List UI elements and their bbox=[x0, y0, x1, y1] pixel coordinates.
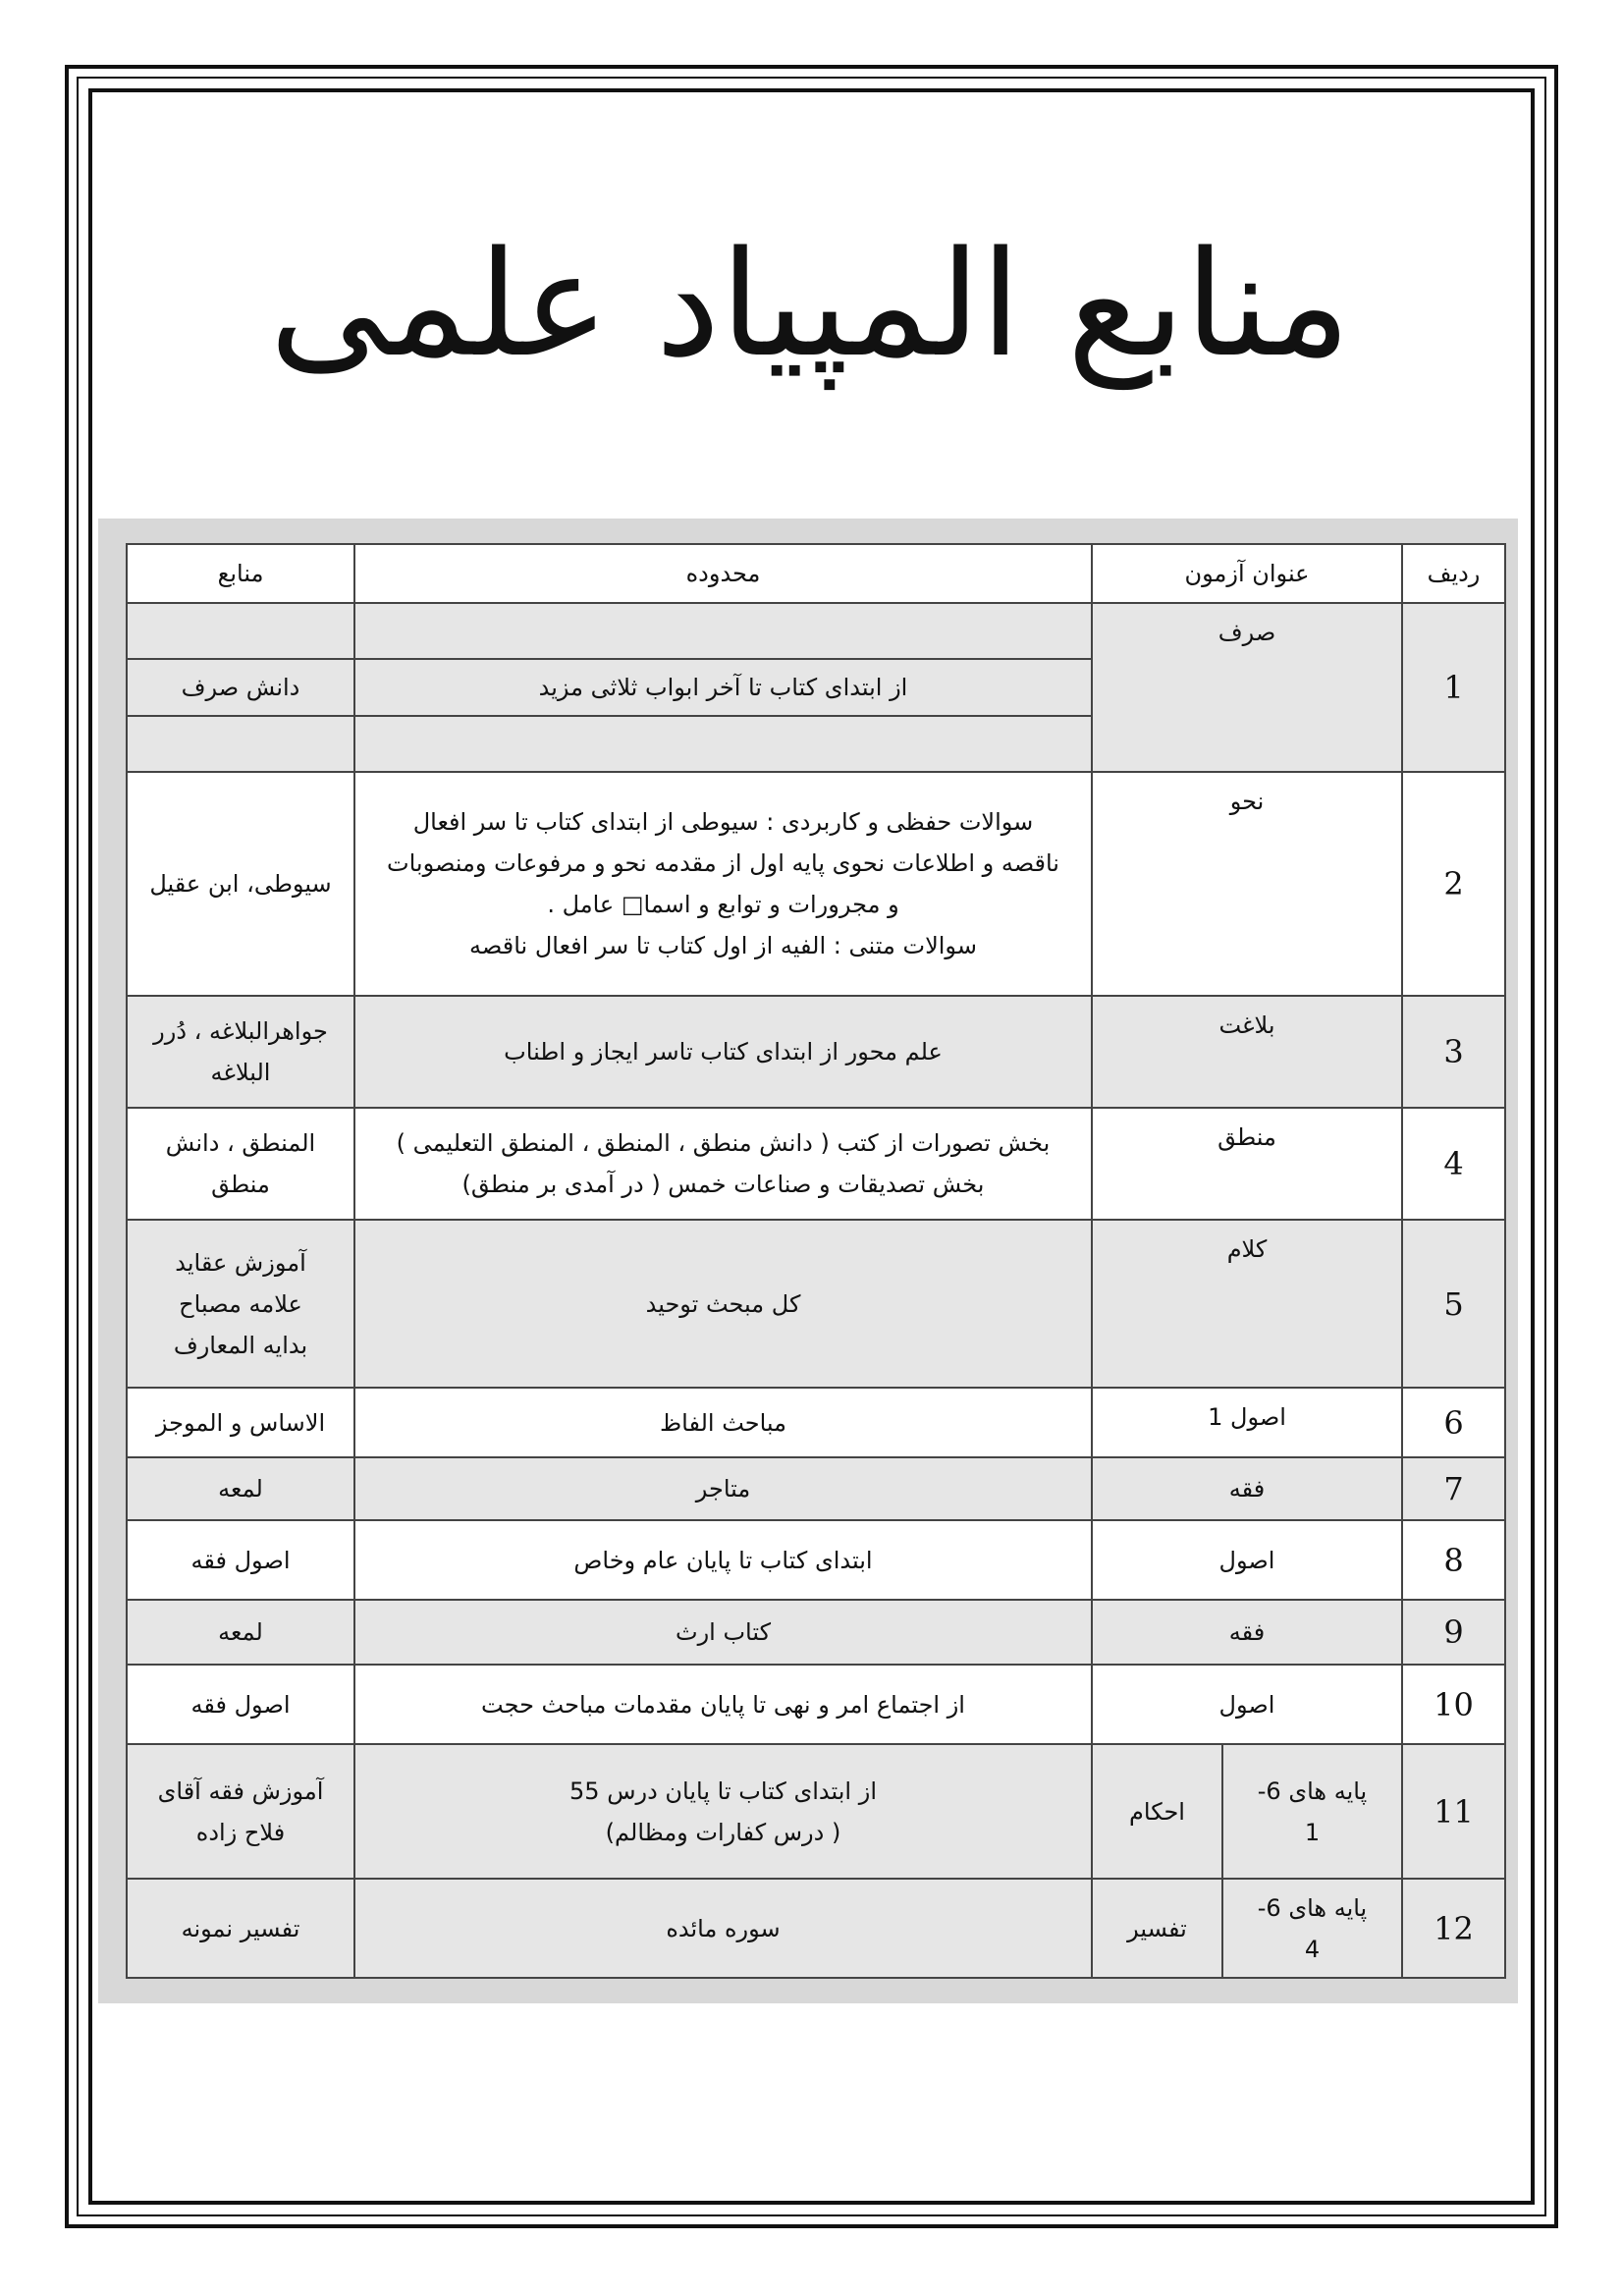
row-number: 7 bbox=[1402, 1457, 1505, 1520]
grade-line: 4 bbox=[1304, 1935, 1321, 1963]
scope-line: و مجرورات و توابع و اسما□ عامل . bbox=[547, 891, 899, 918]
table-row bbox=[127, 1520, 1505, 1600]
row-sources bbox=[127, 996, 354, 1108]
row-number: 2 bbox=[1402, 772, 1505, 996]
table-row bbox=[127, 1457, 1505, 1520]
row-scope: سوره مائده bbox=[354, 1879, 1092, 1978]
row-subject: فقه bbox=[1092, 1457, 1402, 1520]
row-sources: لمعه bbox=[127, 1457, 354, 1520]
olympiad-sources-table bbox=[126, 543, 1506, 1979]
sources-line: علامه مصباح bbox=[179, 1289, 302, 1318]
empty-cell bbox=[354, 603, 1092, 659]
empty-cell bbox=[127, 716, 354, 772]
row-subject: احکام bbox=[1092, 1744, 1222, 1879]
row-number: 11 bbox=[1402, 1744, 1505, 1879]
table-row bbox=[127, 1744, 1505, 1879]
row-number: 3 bbox=[1402, 996, 1505, 1108]
row-sources: لمعه bbox=[127, 1600, 354, 1665]
row-scope: مباحث الفاظ bbox=[354, 1388, 1092, 1457]
row-subject: بلاغت bbox=[1092, 996, 1402, 1108]
row-number: 8 bbox=[1402, 1520, 1505, 1600]
scope-line: بخش تصورات از کتب ( دانش منطق ، المنطق ، المنطق التعلیمی ) bbox=[396, 1129, 1051, 1157]
header-sources: منابع bbox=[127, 544, 354, 603]
row-scope bbox=[354, 1108, 1092, 1220]
row-sources: دانش صرف bbox=[127, 659, 354, 716]
sources-line: المنطق ، دانش bbox=[165, 1129, 316, 1157]
scope-line: سوالات متنی : الفیه از اول کتاب تا سر افعال ناقصه bbox=[469, 932, 977, 959]
row-subject: اصول 1 bbox=[1092, 1388, 1402, 1457]
row-sources: الاساس و الموجز bbox=[127, 1388, 354, 1457]
row-sources: سیوطی، ابن عقیل bbox=[127, 772, 354, 996]
scope-line: از ابتدای کتاب تا پایان درس 55 bbox=[569, 1777, 877, 1805]
row-scope: متاجر bbox=[354, 1457, 1092, 1520]
table-row bbox=[127, 772, 1505, 996]
row-number: 6 bbox=[1402, 1388, 1505, 1457]
row-scope: ابتدای کتاب تا پایان عام وخاص bbox=[354, 1520, 1092, 1600]
table-header-row bbox=[127, 544, 1505, 603]
row-scope bbox=[354, 772, 1092, 996]
row-subject: تفسیر bbox=[1092, 1879, 1222, 1978]
row-subject: منطق bbox=[1092, 1108, 1402, 1220]
row-sources bbox=[127, 1108, 354, 1220]
row-scope: کل مبحث توحید bbox=[354, 1220, 1092, 1388]
table-row bbox=[127, 603, 1505, 659]
sources-line: فلاح زاده bbox=[195, 1818, 286, 1846]
row-subject: کلام bbox=[1092, 1220, 1402, 1388]
table-row bbox=[127, 1600, 1505, 1665]
table-row bbox=[127, 1108, 1505, 1220]
row-sources bbox=[127, 1744, 354, 1879]
row-number: 9 bbox=[1402, 1600, 1505, 1665]
row-subject: فقه bbox=[1092, 1600, 1402, 1665]
row-scope: کتاب ارث bbox=[354, 1600, 1092, 1665]
table-row bbox=[127, 996, 1505, 1108]
table-row bbox=[127, 1665, 1505, 1744]
scope-line: سوالات حفظی و کاربردی : سیوطی از ابتدای کتاب تا سر افعال bbox=[412, 808, 1034, 836]
row-sources: اصول فقه bbox=[127, 1665, 354, 1744]
table-row bbox=[127, 1388, 1505, 1457]
row-number: 4 bbox=[1402, 1108, 1505, 1220]
page-title: منابع المپیاد علمی bbox=[269, 220, 1351, 389]
sources-line: آموزش عقاید bbox=[175, 1248, 306, 1277]
header-scope: محدوده bbox=[354, 544, 1092, 603]
row-scope bbox=[354, 1744, 1092, 1879]
empty-cell bbox=[354, 716, 1092, 772]
row-number: 12 bbox=[1402, 1879, 1505, 1978]
row-number: 10 bbox=[1402, 1665, 1505, 1744]
row-sources: اصول فقه bbox=[127, 1520, 354, 1600]
scope-line: بخش تصدیقات و صناعات خمس ( در آمدی بر منطق) bbox=[461, 1171, 985, 1198]
row-subject: صرف bbox=[1092, 603, 1402, 772]
header-row-number: ردیف bbox=[1402, 544, 1505, 603]
row-scope: از اجتماع امر و نهی تا پایان مقدمات مباحث حجت bbox=[354, 1665, 1092, 1744]
table-container bbox=[126, 543, 1504, 1977]
scope-line: ( درس کفارات ومظالم) bbox=[605, 1818, 841, 1846]
row-number: 1 bbox=[1402, 603, 1505, 772]
row-subject: اصول bbox=[1092, 1520, 1402, 1600]
sources-line: بدایه المعارف bbox=[173, 1331, 308, 1359]
row-grade bbox=[1222, 1879, 1402, 1978]
row-scope: علم محور از ابتدای کتاب تاسر ایجاز و اطناب bbox=[354, 996, 1092, 1108]
grade-line: پایه های 6- bbox=[1257, 1777, 1368, 1805]
sources-line: منطق bbox=[211, 1171, 270, 1198]
empty-cell bbox=[127, 603, 354, 659]
sources-line: البلاغه bbox=[210, 1059, 271, 1086]
grade-line: 1 bbox=[1304, 1818, 1321, 1846]
row-scope: از ابتدای کتاب تا آخر ابواب ثلاثی مزید bbox=[354, 659, 1092, 716]
sources-line: جواهرالبلاغه ، دُرر bbox=[153, 1017, 328, 1045]
sources-line: آموزش فقه آقای bbox=[157, 1777, 324, 1805]
row-grade bbox=[1222, 1744, 1402, 1879]
header-exam-title: عنوان آزمون bbox=[1092, 544, 1402, 603]
table-row bbox=[127, 1879, 1505, 1978]
row-sources: تفسیر نمونه bbox=[127, 1879, 354, 1978]
scope-line: ناقصه و اطلاعات نحوی پایه اول از مقدمه نحو و مرفوعات ومنصوبات bbox=[387, 849, 1059, 877]
row-subject: نحو bbox=[1092, 772, 1402, 996]
row-subject: اصول bbox=[1092, 1665, 1402, 1744]
row-sources bbox=[127, 1220, 354, 1388]
table-row bbox=[127, 1220, 1505, 1388]
grade-line: پایه های 6- bbox=[1257, 1893, 1368, 1922]
row-number: 5 bbox=[1402, 1220, 1505, 1388]
